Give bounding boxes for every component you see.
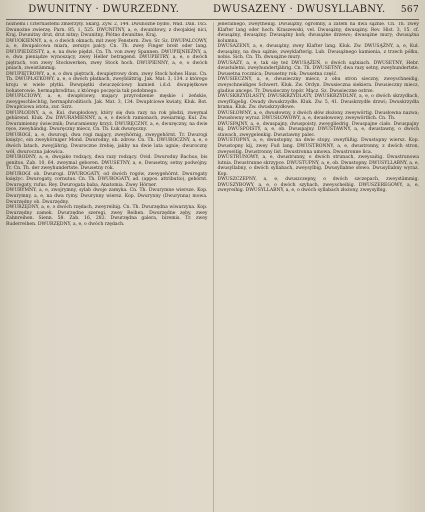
page-number: 567 bbox=[400, 5, 419, 15]
entry-paragraph: DWURYMNY, a, e, zwojrymny, sylab dwoje zamyka. Cn. Th. Dwurymne wiersze. Kop. Dwurymny, a, e, na dwa rymy. Dwurynny wiersz. Kop. Dwurynny (Dwurynna) mowa. Dwurzędny ob. Dwurzędny. bbox=[6, 188, 208, 205]
entry-paragraph: DWUSTRUNOWY, a, e, dwustrunny, o dwóch strunach, zweysaitig. Dwustrunowa lutnia. Dwustrunne skrzypce. DWUSTUPNY, a, e, ob. Dwustopny. DWUSYLLABNY, a, e, dwusyllabny, o dwóch syllabach, zweysylbig. Dwusyllabne słowo. Dwusyllabny wyraz. Kop. bbox=[217, 155, 419, 177]
entry-paragraph: DWUSŁOWNY, a, e, dwusłowny, z dwóch słów złożony, zweywörtig. Dwusłowna nazwa; Dwusłowny wyraz. DWUSŁOWOWY, a, e, dwusłowowy, zweywörtlich. Cn. Th. bbox=[217, 110, 419, 122]
entry-paragraph: DWUOKIENNY, a, e, o dwóch oknach, mit zwey Fenstern. Zwo. Sr. Sz. DWUPALCOWY, a, e, dwupalcowa miara, zerszys palcy. Cn. Th. zwey Finger breit oder lang. DWUPIEDZISTY, a, e, na dwie piędzi. Cn. Th. von zwey Spannen. DWUPIĘNIEŻNY, a, e, dwa pieniądze wynoszący, zwey Heller betragend. DWUPIETRY, a, e, o dwóch piętrach, von zwey Stockwerken, zwey Stock hoch. DWUPIENNY, a, e, o dwóch pniach, zweistämmig. bbox=[6, 38, 208, 72]
right-running-head: DWUSAZENY · DWUSYLLABNY. bbox=[213, 4, 386, 15]
entry-paragraph: jeneralnego, zweytheilig. Dwusążny, ogromny, a zatem na dwa sążnie. Cn. Th. zwey Klafter lang oder hoch. Kraszewski, vel. Dwusążny, dwusążny. Rev. Hist. 3, 15. cf. dwusążny, dwusążny. Dwusążny koń; dwusążne drzewo; dwusążne mury; dwusążna kolumna. bbox=[217, 22, 419, 44]
entry-paragraph: DWUSAZY, a, e, tak się też DWUSĄŻEŃ, o dwóch sążniach. DWUSETNY, Hebr. dwustuletni, zweyhundertjährig. Cn. Th. DWUSETNY, dwa razy setny, zweyhundertste. Dwusetna rocznica; Dwusetny rok; Dwusetna część. bbox=[217, 60, 419, 77]
entry-paragraph: DWUROGI, a, e, dwurogi, dwa rogi mający, zweyhörnig, zweygehörnt. Tr. Dwurogi księżyc, ein zweyhörniger Mond. Dwurodny, ob. zdrow. Cn. Th. DWUROCZNY, a, e, o dwóch latach, zweyjährig. Dwuroczne źrebię, jakby na dwie lata ugnie; dwuroczny wół, dwuroczna jałowica. bbox=[6, 132, 208, 155]
entry-paragraph: DWUSIECZNY, a, e, dwusieczny miecz, z obu stron sieczny, zweyschneidig, zweyschneidiges Schwert. Kluk. Zw. Ordyn. Dwusieczna siekiera. Dwusieczny miecz, gladius anceps. Tr. Dwusieczny topór. Mącz. Sz. Dwusieczne ostrze. bbox=[217, 77, 419, 94]
left-running-head: DWUNITNY · DWURZEDNY. bbox=[28, 4, 180, 15]
entry-paragraph: DWUROGI ob. Dwurogi. DWUROGATY, od dwóch rogów, zweygehörnt. Dwurogaty księżyc. Dwurogaty, cornutus. Cn. Th. DWUROGATY, ad. (appos. attributio), gehörnt. Dwurogaty, rufus. Rey. Dwurogata baba, Anatomia. Zwey Hörner. bbox=[6, 171, 208, 188]
text-columns bbox=[6, 22, 419, 512]
page-header bbox=[6, 4, 419, 20]
entry-paragraph: nożnemi i czternastemi zmierzyły. Skarg. Zyw. 2, 144. Dwunożne bydło, Wad. Dan. 165. Dwunożne zwierzę. Parn. 85, 1, 525. DWUNITNY, a, e, dwunitowy, z dwojakiej nici, Kraj. Dwunitny drut, drut nitny; Dwunitny, Płótno dwunitne, Kraj. bbox=[6, 22, 208, 39]
left-column bbox=[6, 22, 208, 512]
entry-paragraph: DWUPIĘTROWY, a, e, o dwu piętrach, dwupiętrowy dom, zwey Stock hohes Haus. Cn. Th. DWUPŁATKOWY, a, e, o dwóch płatkach, zweyblättrig. Jak. Mat. 3, 134. z którego kroju w wiele płytki. Bwwpiętki dwuczęściowy kamień i.d.d. dwupiętkowe bohaterowie, hermaphroditus, z którego poczęcia tak podobnego. bbox=[6, 71, 208, 94]
entry-paragraph: DWUSAZENY, a, e, dwusążny, zwey Klafter lang. Kluk. Zw. DWUSĄŻNY, a, e, Kuł. dwusążny, na dwa sążnie, zweyklafterig. Lub. Dwusążnego kamienia, z trzech półku, nobis. Sich. Cn. Th. dwusążne mury. bbox=[217, 44, 419, 61]
entry-paragraph: DWURODNY, a, e, dwojako rodzący, dwa razy rodzący. Ovid. Dwurodny Bachus, bis genitus. Zab. 10, 64. zweymal geboren. DWUSETNY, a, e, Dwusetny, setny podwójny. Tr. Cn. Th. der zweyhundertste. Dwusetny rok. bbox=[6, 155, 208, 172]
entry-paragraph: DWUSPAJNY, a, e, dwuspajny, dwuspoisty, zweygliedrig. Dwuspajne ciało. Dwuspajny kij. DWUSPOISTY, a, e, ob. Dwuspajny. DWUSTAWNY, a, e, dwustawny, o dwóch stawach, zweygelenkig. Dwustawny palec. bbox=[217, 121, 419, 138]
entry-paragraph: DWURZĘDNY, a, e, o dwóch rzędach, zweyreihig. Cn. Th. Dwurzędna wiwarzyna. Kop. Dwurzędny zamek. Dwurzędne szeregi, zwey Reihen. Dwurzędne zęby, zwey Zahnreihen. Sienn. 58. Zab. 16, 282. Dwurzędna galera, biremis. Tr. zwey Ruderreihen. DWURZĘDNY, a, e, o dwóch rzędach. bbox=[6, 205, 208, 227]
entry-paragraph: DWUSTOPNY, a, e, dwustopny, na dwie stopy, zweyfüßig. Dwustopny wiersz. Kop. Dwustopny kij, zwey Fuß lang. DWUSTRONNY, a, e, dwustronny, z dwóch stron, zweyseitig. Dwustronny list. Dwustronna umowa. Dwustronne lica. bbox=[217, 138, 419, 155]
entry-paragraph: DWUPŁCIOWY, a, e, dwupłciowy, mający przyrodzenie męskie i żeńskie, zweygeschlechtig, hermaphroditisch. Jak. Mat. 3, 134. Dwupłciowe kwiaty, Kluk. Bot. Dwupłciowa istota, zur. Szrz. bbox=[6, 94, 208, 111]
entry-paragraph: DWUSZCZEPNY, a, e, dwuszczepny, o dwóch szczepach, zweystämmig. DWUSZYBOWY, a, e, o dwóch szybach, zweyscheibig. DWUSZEREGOWY, a, e, zweyreihig. DWUSYLLABNY, a, e, o dwóch syllabach złożony, zweysylbig. bbox=[217, 177, 419, 194]
right-column bbox=[213, 22, 420, 512]
entry-paragraph: DWUSKRZYDLASTY, DWUSKRZYDLATY, DWUSKRZYDLNY, a, e, o dwóch skrzydłach, zweyflügelig. Owady dwuskrzydłe. Kluk. Zw. 5, 41. Dwuskrzydłe drzwi; Dwuskrzydła brama. Kluk. Zw. dwuskrzydłowe. bbox=[217, 94, 419, 111]
entry-paragraph: DWUPŁODNY, a, e, Kul. dwupłodowy, który się dwa razy na rok płodzi, zweymal gebärend. Kluk. Zw. DWURAMIENNY, a, e, o dwóch ramionach, zweiarmig. Kul. Zw. Dwuramienny świecznik; Dwuramienny krzyż. DWURĘCZNY, a, e, dwuręczny, na dwie ręce, zweyhändig. Dwuręczny miecz, Cn. Th. Łuk dwuręczny. bbox=[6, 110, 208, 133]
